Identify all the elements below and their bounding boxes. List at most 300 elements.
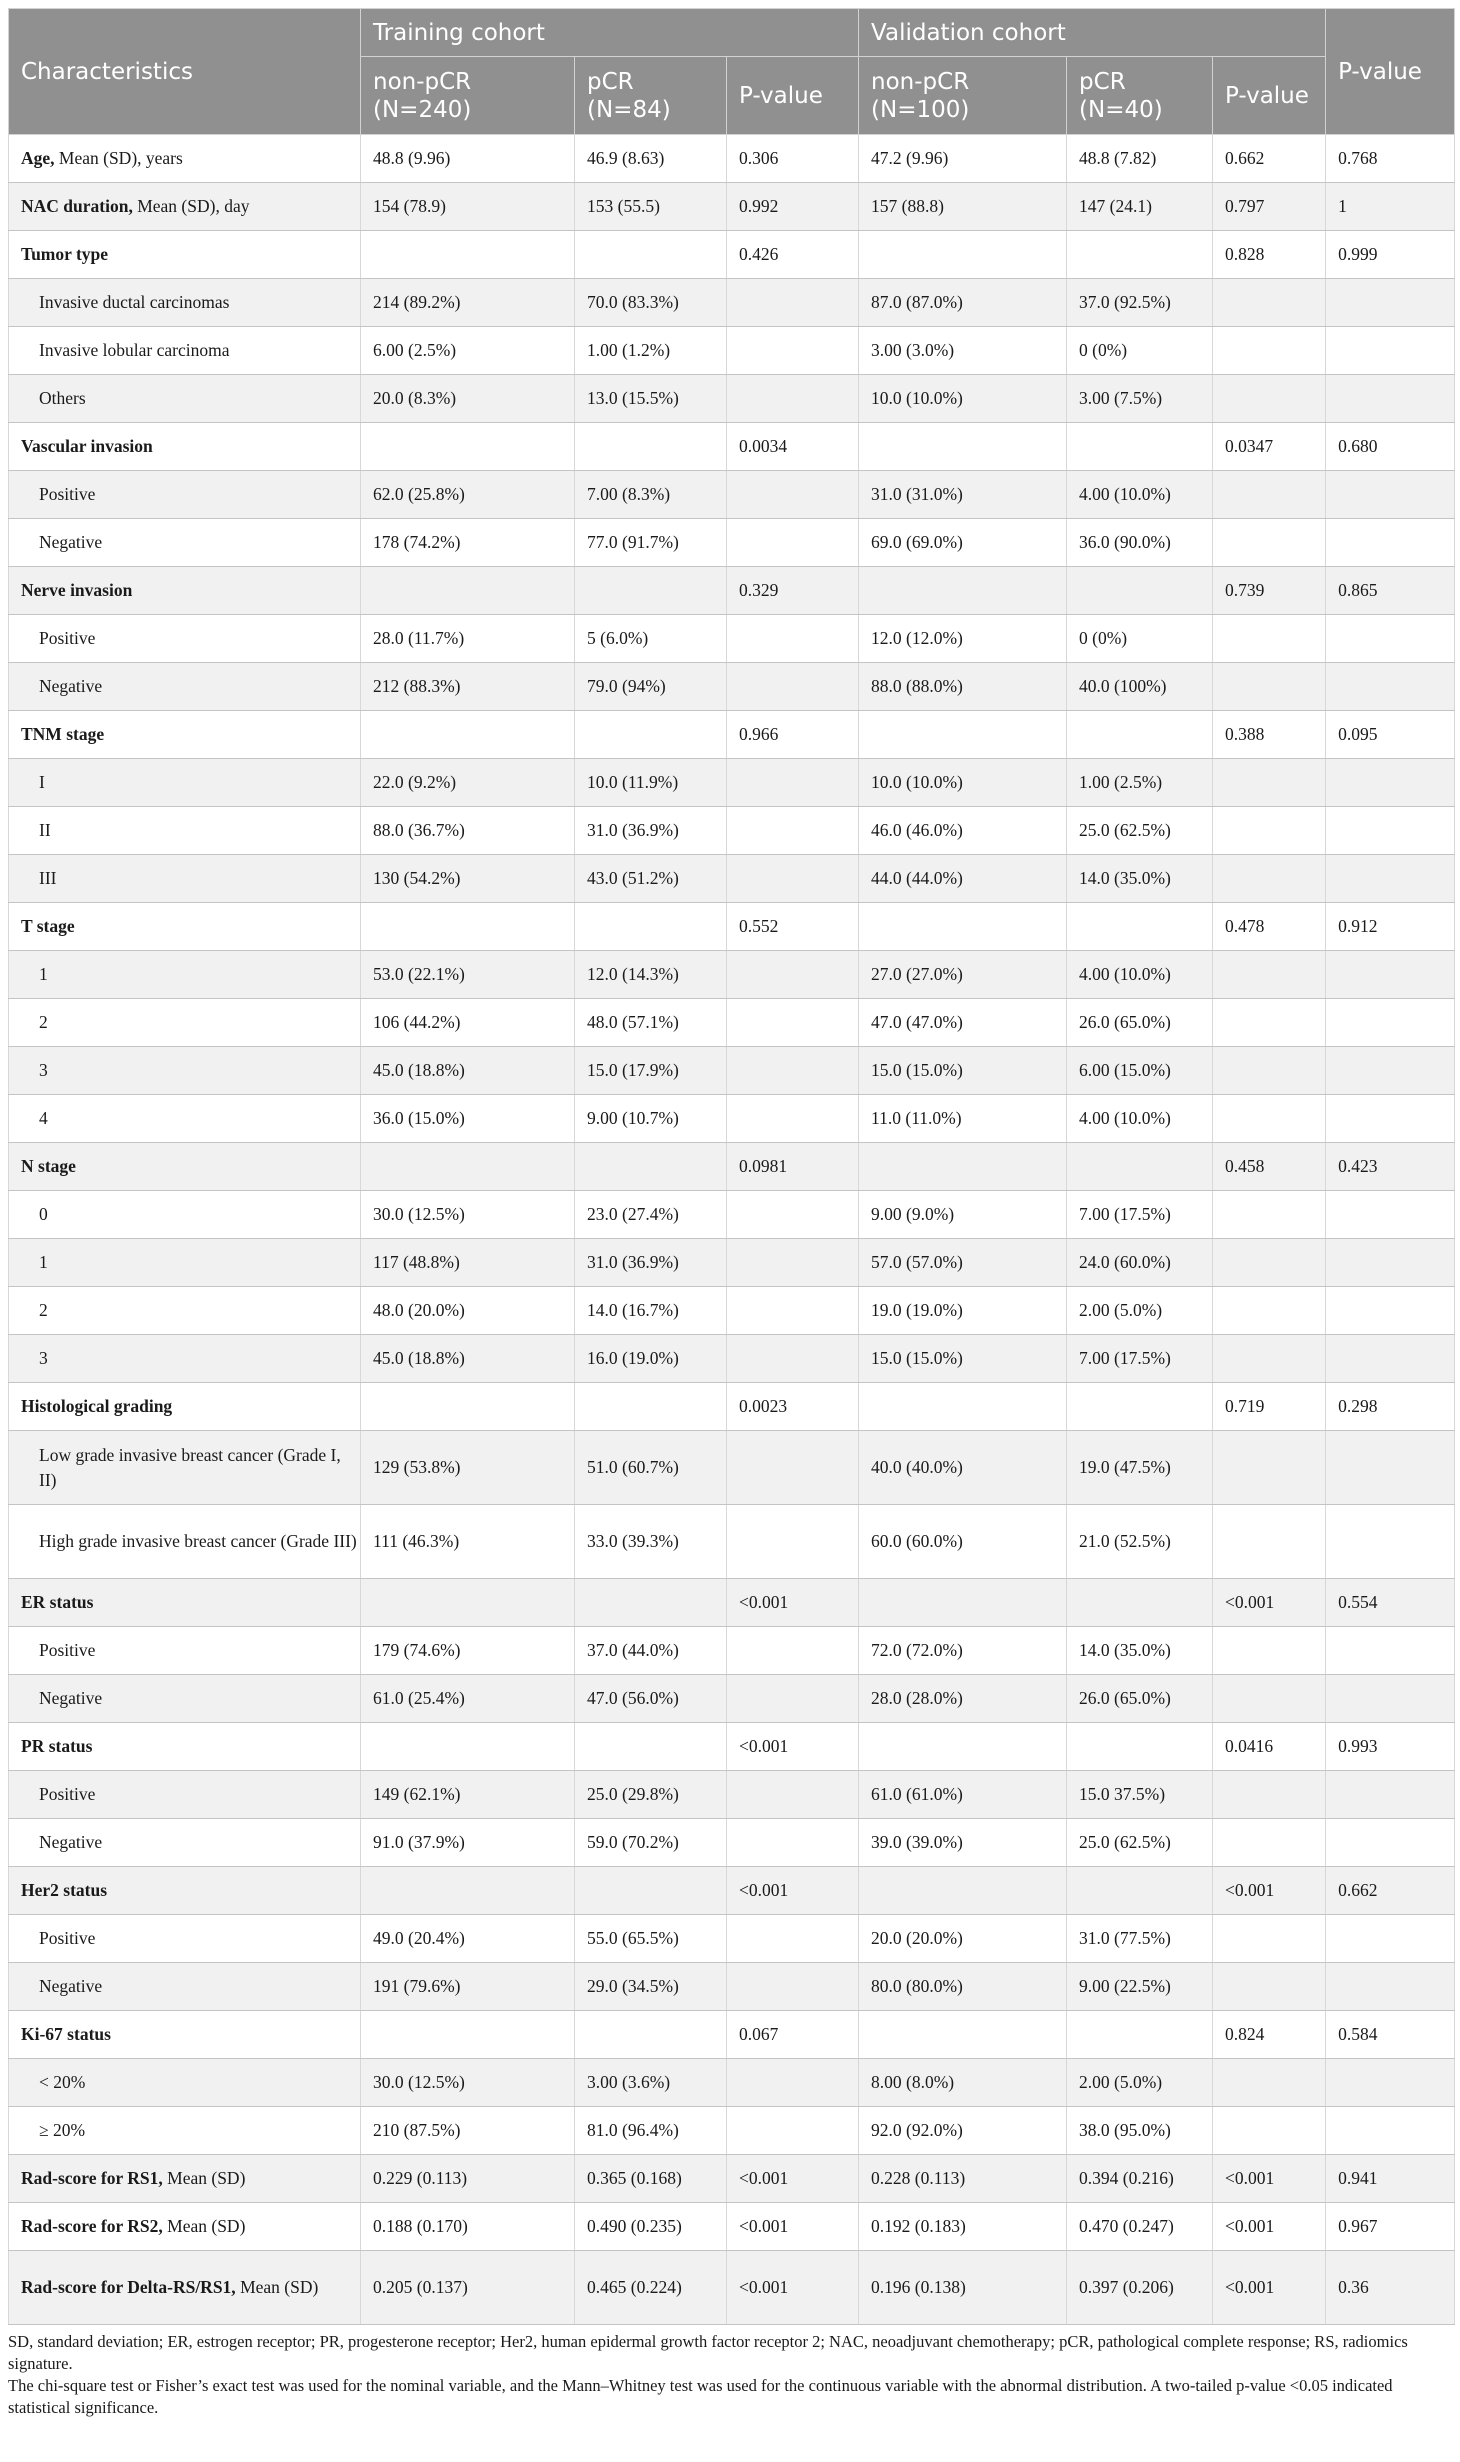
- cell-training-pvalue: [727, 1963, 859, 2011]
- row-label-text: Negative: [39, 1832, 103, 1852]
- cell-validation-pcr: 24.0 (60.0%): [1067, 1239, 1213, 1287]
- cell-validation-pcr: 26.0 (65.0%): [1067, 999, 1213, 1047]
- table-row: [9, 1579, 1455, 1627]
- cell-overall-pvalue: [1326, 1505, 1455, 1579]
- cell-training-pvalue: [727, 807, 859, 855]
- cell-training-pvalue: [727, 1239, 859, 1287]
- table-row: [9, 1627, 1455, 1675]
- cell-training-pcr: 15.0 (17.9%): [575, 1047, 727, 1095]
- cell-validation-nonpcr: 40.0 (40.0%): [859, 1431, 1067, 1505]
- cell-validation-nonpcr: 88.0 (88.0%): [859, 663, 1067, 711]
- row-label: [9, 1191, 361, 1239]
- cell-validation-pcr: [1067, 1383, 1213, 1431]
- cell-validation-nonpcr: 47.0 (47.0%): [859, 999, 1067, 1047]
- cell-validation-nonpcr: 31.0 (31.0%): [859, 471, 1067, 519]
- cell-validation-pvalue: [1213, 1239, 1326, 1287]
- row-label: [9, 1771, 361, 1819]
- cell-validation-pvalue: [1213, 1819, 1326, 1867]
- characteristics-table: [8, 8, 1455, 2325]
- cell-validation-nonpcr: 15.0 (15.0%): [859, 1335, 1067, 1383]
- cell-validation-nonpcr: [859, 2011, 1067, 2059]
- cell-training-pcr: 14.0 (16.7%): [575, 1287, 727, 1335]
- cell-validation-pvalue: [1213, 1675, 1326, 1723]
- table-row: [9, 1819, 1455, 1867]
- row-label: [9, 2155, 361, 2203]
- table-row: [9, 2107, 1455, 2155]
- row-label-text: Positive: [39, 1784, 96, 1804]
- row-label-text: < 20%: [39, 2072, 86, 2092]
- header-validation-nonpcr: non-pCR (N=100): [859, 57, 1067, 135]
- cell-overall-pvalue: [1326, 951, 1455, 999]
- row-label: [9, 1915, 361, 1963]
- row-label: [9, 375, 361, 423]
- cell-overall-pvalue: [1326, 855, 1455, 903]
- cell-validation-nonpcr: 0.196 (0.138): [859, 2251, 1067, 2325]
- cell-validation-pvalue: [1213, 615, 1326, 663]
- row-label: [9, 951, 361, 999]
- cell-training-pcr: [575, 903, 727, 951]
- cell-training-pvalue: [727, 327, 859, 375]
- cell-training-nonpcr: 129 (53.8%): [361, 1431, 575, 1505]
- cell-validation-pcr: [1067, 567, 1213, 615]
- row-label: [9, 279, 361, 327]
- cell-validation-nonpcr: 0.192 (0.183): [859, 2203, 1067, 2251]
- cell-validation-nonpcr: 20.0 (20.0%): [859, 1915, 1067, 1963]
- cell-training-pvalue: [727, 2059, 859, 2107]
- cell-overall-pvalue: 0.298: [1326, 1383, 1455, 1431]
- cell-training-nonpcr: 20.0 (8.3%): [361, 375, 575, 423]
- cell-validation-pvalue: [1213, 951, 1326, 999]
- cell-validation-nonpcr: 72.0 (72.0%): [859, 1627, 1067, 1675]
- cell-validation-pcr: [1067, 1723, 1213, 1771]
- cell-validation-pvalue: 0.662: [1213, 135, 1326, 183]
- cell-validation-pcr: 2.00 (5.0%): [1067, 2059, 1213, 2107]
- cell-training-pvalue: [727, 471, 859, 519]
- table-row: [9, 1867, 1455, 1915]
- table-row: [9, 663, 1455, 711]
- row-label: [9, 1723, 361, 1771]
- row-label-text: Positive: [39, 1928, 96, 1948]
- cell-overall-pvalue: 0.662: [1326, 1867, 1455, 1915]
- cell-validation-pcr: 7.00 (17.5%): [1067, 1335, 1213, 1383]
- cell-training-nonpcr: [361, 711, 575, 759]
- cell-training-pvalue: <0.001: [727, 1579, 859, 1627]
- cell-validation-nonpcr: 80.0 (80.0%): [859, 1963, 1067, 2011]
- cell-training-nonpcr: [361, 903, 575, 951]
- table-row: [9, 2059, 1455, 2107]
- header-validation-pcr: pCR (N=40): [1067, 57, 1213, 135]
- cell-training-pcr: 0.365 (0.168): [575, 2155, 727, 2203]
- cell-training-pvalue: 0.329: [727, 567, 859, 615]
- cell-validation-nonpcr: 28.0 (28.0%): [859, 1675, 1067, 1723]
- cell-training-pcr: 1.00 (1.2%): [575, 327, 727, 375]
- row-label-bold: Tumor type: [21, 244, 109, 264]
- table-row: [9, 855, 1455, 903]
- cell-validation-pvalue: 0.388: [1213, 711, 1326, 759]
- cell-training-nonpcr: [361, 1723, 575, 1771]
- cell-training-nonpcr: 117 (48.8%): [361, 1239, 575, 1287]
- footnote-abbreviations: SD, standard deviation; ER, estrogen receptor; PR, progesterone receptor; Her2, human epidermal growth factor receptor 2; NAC, neoadjuvant chemotherapy; pCR, pathological complete response; RS, radiomics signature.: [8, 2332, 1408, 2373]
- cell-validation-pvalue: [1213, 2059, 1326, 2107]
- row-label-text: Negative: [39, 676, 103, 696]
- cell-overall-pvalue: 0.095: [1326, 711, 1455, 759]
- row-label-rest: Mean (SD), day: [132, 196, 250, 216]
- row-label-rest: Mean (SD): [235, 2277, 319, 2297]
- row-label: [9, 711, 361, 759]
- footnote-statistics: The chi-square test or Fisher’s exact test was used for the nominal variable, and the Mann–Whitney test was used for the continuous variable with the abnormal distribution. A two-tailed p-value <0.05 indicated statistical significance.: [8, 2376, 1393, 2417]
- cell-validation-pvalue: [1213, 471, 1326, 519]
- cell-validation-pcr: 4.00 (10.0%): [1067, 471, 1213, 519]
- cell-validation-pvalue: [1213, 1335, 1326, 1383]
- row-label-bold: NAC duration,: [21, 196, 133, 216]
- cell-validation-pcr: 2.00 (5.0%): [1067, 1287, 1213, 1335]
- cell-overall-pvalue: [1326, 615, 1455, 663]
- cell-training-nonpcr: 210 (87.5%): [361, 2107, 575, 2155]
- cell-training-nonpcr: 45.0 (18.8%): [361, 1335, 575, 1383]
- cell-validation-nonpcr: 69.0 (69.0%): [859, 519, 1067, 567]
- row-label: [9, 423, 361, 471]
- cell-training-nonpcr: 88.0 (36.7%): [361, 807, 575, 855]
- row-label-text: 0: [39, 1204, 48, 1224]
- row-label-rest: Mean (SD): [162, 2216, 246, 2236]
- header-characteristics: Characteristics: [9, 9, 361, 135]
- cell-training-pcr: 153 (55.5): [575, 183, 727, 231]
- cell-validation-nonpcr: [859, 423, 1067, 471]
- cell-training-pcr: 31.0 (36.9%): [575, 1239, 727, 1287]
- cell-validation-nonpcr: [859, 1143, 1067, 1191]
- row-label-bold: Rad-score for RS2,: [21, 2216, 163, 2236]
- row-label: [9, 1143, 361, 1191]
- table-header: [9, 9, 1455, 135]
- row-label-text: II: [39, 820, 51, 840]
- cell-training-pvalue: 0.0023: [727, 1383, 859, 1431]
- cell-overall-pvalue: [1326, 1963, 1455, 2011]
- cell-training-pvalue: 0.426: [727, 231, 859, 279]
- cell-validation-nonpcr: 60.0 (60.0%): [859, 1505, 1067, 1579]
- table-row: [9, 471, 1455, 519]
- row-label: [9, 327, 361, 375]
- cell-validation-nonpcr: 0.228 (0.113): [859, 2155, 1067, 2203]
- cell-validation-pcr: [1067, 711, 1213, 759]
- cell-training-nonpcr: 179 (74.6%): [361, 1627, 575, 1675]
- cell-training-nonpcr: 53.0 (22.1%): [361, 951, 575, 999]
- cell-validation-pcr: 14.0 (35.0%): [1067, 855, 1213, 903]
- cell-training-nonpcr: 61.0 (25.4%): [361, 1675, 575, 1723]
- row-label-text: Negative: [39, 1688, 103, 1708]
- cell-training-nonpcr: 45.0 (18.8%): [361, 1047, 575, 1095]
- cell-validation-nonpcr: 44.0 (44.0%): [859, 855, 1067, 903]
- cell-validation-pcr: 48.8 (7.82): [1067, 135, 1213, 183]
- cell-validation-pvalue: 0.828: [1213, 231, 1326, 279]
- table-row: [9, 903, 1455, 951]
- cell-validation-pcr: [1067, 231, 1213, 279]
- cell-overall-pvalue: [1326, 471, 1455, 519]
- cell-validation-nonpcr: 10.0 (10.0%): [859, 375, 1067, 423]
- cell-validation-pvalue: <0.001: [1213, 1579, 1326, 1627]
- table-row: [9, 2011, 1455, 2059]
- table-row: [9, 2155, 1455, 2203]
- cell-training-pvalue: 0.306: [727, 135, 859, 183]
- cell-training-nonpcr: 91.0 (37.9%): [361, 1819, 575, 1867]
- cell-training-nonpcr: 178 (74.2%): [361, 519, 575, 567]
- row-label: [9, 1819, 361, 1867]
- cell-training-pcr: 79.0 (94%): [575, 663, 727, 711]
- row-label-text: 3: [39, 1060, 48, 1080]
- cell-validation-pcr: [1067, 1579, 1213, 1627]
- cell-validation-pcr: 0.470 (0.247): [1067, 2203, 1213, 2251]
- cell-training-nonpcr: [361, 567, 575, 615]
- row-label: [9, 1335, 361, 1383]
- cell-validation-pvalue: [1213, 1191, 1326, 1239]
- cell-overall-pvalue: 0.680: [1326, 423, 1455, 471]
- cell-validation-pcr: 147 (24.1): [1067, 183, 1213, 231]
- cell-training-pcr: 13.0 (15.5%): [575, 375, 727, 423]
- cell-validation-pvalue: 0.0416: [1213, 1723, 1326, 1771]
- cell-validation-nonpcr: 46.0 (46.0%): [859, 807, 1067, 855]
- row-label-bold: Ki-67 status: [21, 2024, 111, 2044]
- cell-training-pcr: 48.0 (57.1%): [575, 999, 727, 1047]
- row-label-bold: PR status: [21, 1736, 93, 1756]
- cell-validation-pcr: 0 (0%): [1067, 327, 1213, 375]
- cell-training-pvalue: [727, 375, 859, 423]
- cell-validation-pvalue: [1213, 1505, 1326, 1579]
- cell-validation-pvalue: 0.824: [1213, 2011, 1326, 2059]
- cell-training-pcr: 55.0 (65.5%): [575, 1915, 727, 1963]
- table-row: [9, 279, 1455, 327]
- table-row: [9, 1095, 1455, 1143]
- cell-validation-nonpcr: 92.0 (92.0%): [859, 2107, 1067, 2155]
- cell-training-nonpcr: 149 (62.1%): [361, 1771, 575, 1819]
- cell-training-pcr: 29.0 (34.5%): [575, 1963, 727, 2011]
- cell-training-pcr: [575, 1383, 727, 1431]
- cell-validation-pcr: 31.0 (77.5%): [1067, 1915, 1213, 1963]
- cell-training-nonpcr: 212 (88.3%): [361, 663, 575, 711]
- cell-validation-pcr: 4.00 (10.0%): [1067, 951, 1213, 999]
- cell-training-nonpcr: 30.0 (12.5%): [361, 2059, 575, 2107]
- header-training-nonpcr: non-pCR (N=240): [361, 57, 575, 135]
- row-label: [9, 1963, 361, 2011]
- cell-training-pcr: 43.0 (51.2%): [575, 855, 727, 903]
- row-label-bold: TNM stage: [21, 724, 105, 744]
- cell-training-pcr: 16.0 (19.0%): [575, 1335, 727, 1383]
- cell-training-pvalue: [727, 1915, 859, 1963]
- table-row: [9, 1723, 1455, 1771]
- cell-training-nonpcr: 0.229 (0.113): [361, 2155, 575, 2203]
- cell-validation-pvalue: [1213, 1627, 1326, 1675]
- cell-training-pcr: 12.0 (14.3%): [575, 951, 727, 999]
- row-label-rest: Mean (SD): [162, 2168, 246, 2188]
- table-container: [8, 8, 1454, 2419]
- cell-training-pcr: 81.0 (96.4%): [575, 2107, 727, 2155]
- header-overall-pvalue: P-value: [1326, 9, 1455, 135]
- cell-validation-pcr: 14.0 (35.0%): [1067, 1627, 1213, 1675]
- cell-validation-nonpcr: 3.00 (3.0%): [859, 327, 1067, 375]
- row-label-text: III: [39, 868, 57, 888]
- cell-training-pcr: 7.00 (8.3%): [575, 471, 727, 519]
- cell-validation-pvalue: [1213, 855, 1326, 903]
- cell-training-nonpcr: 48.0 (20.0%): [361, 1287, 575, 1335]
- cell-validation-nonpcr: [859, 903, 1067, 951]
- cell-overall-pvalue: 0.967: [1326, 2203, 1455, 2251]
- cell-training-nonpcr: 36.0 (15.0%): [361, 1095, 575, 1143]
- table-row: [9, 231, 1455, 279]
- row-label: [9, 615, 361, 663]
- cell-training-nonpcr: 30.0 (12.5%): [361, 1191, 575, 1239]
- row-label-bold: Histological grading: [21, 1396, 173, 1416]
- cell-validation-pvalue: 0.719: [1213, 1383, 1326, 1431]
- cell-training-pcr: [575, 1579, 727, 1627]
- cell-training-pvalue: [727, 1771, 859, 1819]
- cell-overall-pvalue: 0.554: [1326, 1579, 1455, 1627]
- cell-validation-pcr: 25.0 (62.5%): [1067, 807, 1213, 855]
- row-label: [9, 183, 361, 231]
- cell-training-pcr: [575, 231, 727, 279]
- header-training-pvalue: P-value: [727, 57, 859, 135]
- cell-overall-pvalue: [1326, 807, 1455, 855]
- table-row: [9, 1963, 1455, 2011]
- table-row: [9, 183, 1455, 231]
- table-row: [9, 1239, 1455, 1287]
- row-label-text: I: [39, 772, 45, 792]
- cell-validation-pcr: 26.0 (65.0%): [1067, 1675, 1213, 1723]
- cell-training-pvalue: [727, 1675, 859, 1723]
- cell-training-nonpcr: 48.8 (9.96): [361, 135, 575, 183]
- cell-overall-pvalue: [1326, 759, 1455, 807]
- row-label-text: Low grade invasive breast cancer (Grade I, II): [39, 1444, 341, 1490]
- cell-overall-pvalue: [1326, 1915, 1455, 1963]
- row-label-text: Negative: [39, 1976, 103, 1996]
- cell-validation-nonpcr: 9.00 (9.0%): [859, 1191, 1067, 1239]
- row-label-bold: Rad-score for RS1,: [21, 2168, 163, 2188]
- row-label: [9, 519, 361, 567]
- cell-training-nonpcr: 0.188 (0.170): [361, 2203, 575, 2251]
- cell-validation-pcr: [1067, 903, 1213, 951]
- cell-training-pvalue: <0.001: [727, 1867, 859, 1915]
- cell-validation-nonpcr: 19.0 (19.0%): [859, 1287, 1067, 1335]
- cell-training-pcr: [575, 2011, 727, 2059]
- cell-validation-pvalue: 0.739: [1213, 567, 1326, 615]
- cell-validation-nonpcr: 47.2 (9.96): [859, 135, 1067, 183]
- cell-validation-nonpcr: 10.0 (10.0%): [859, 759, 1067, 807]
- cell-training-pcr: 37.0 (44.0%): [575, 1627, 727, 1675]
- cell-overall-pvalue: 0.584: [1326, 2011, 1455, 2059]
- cell-validation-pvalue: 0.458: [1213, 1143, 1326, 1191]
- cell-training-pvalue: [727, 1287, 859, 1335]
- cell-training-nonpcr: 191 (79.6%): [361, 1963, 575, 2011]
- cell-training-nonpcr: 214 (89.2%): [361, 279, 575, 327]
- cell-validation-pvalue: 0.478: [1213, 903, 1326, 951]
- cell-training-nonpcr: 62.0 (25.8%): [361, 471, 575, 519]
- cell-training-nonpcr: 49.0 (20.4%): [361, 1915, 575, 1963]
- cell-validation-pvalue: [1213, 1963, 1326, 2011]
- table-row: [9, 1915, 1455, 1963]
- cell-overall-pvalue: 0.36: [1326, 2251, 1455, 2325]
- row-label-text: ≥ 20%: [39, 2120, 86, 2140]
- row-label-text: 3: [39, 1348, 48, 1368]
- row-label-bold: N stage: [21, 1156, 76, 1176]
- cell-training-pvalue: [727, 519, 859, 567]
- cell-training-pcr: 77.0 (91.7%): [575, 519, 727, 567]
- cell-validation-pcr: 0.397 (0.206): [1067, 2251, 1213, 2325]
- cell-training-pvalue: 0.0981: [727, 1143, 859, 1191]
- row-label: [9, 2059, 361, 2107]
- row-label: [9, 1047, 361, 1095]
- cell-training-pvalue: [727, 279, 859, 327]
- cell-training-pvalue: 0.552: [727, 903, 859, 951]
- row-label: [9, 903, 361, 951]
- cell-overall-pvalue: 0.912: [1326, 903, 1455, 951]
- table-row: [9, 711, 1455, 759]
- cell-training-pvalue: [727, 759, 859, 807]
- cell-validation-nonpcr: 39.0 (39.0%): [859, 1819, 1067, 1867]
- table-row: [9, 2251, 1455, 2325]
- table-row: [9, 1771, 1455, 1819]
- row-label: [9, 807, 361, 855]
- cell-validation-nonpcr: [859, 1383, 1067, 1431]
- cell-validation-nonpcr: 27.0 (27.0%): [859, 951, 1067, 999]
- cell-training-nonpcr: [361, 423, 575, 471]
- cell-validation-pcr: 15.0 37.5%): [1067, 1771, 1213, 1819]
- cell-overall-pvalue: 0.999: [1326, 231, 1455, 279]
- row-label-bold: Nerve invasion: [21, 580, 133, 600]
- cell-validation-pcr: 37.0 (92.5%): [1067, 279, 1213, 327]
- row-label-bold: T stage: [21, 916, 75, 936]
- row-label: [9, 1095, 361, 1143]
- cell-overall-pvalue: 0.423: [1326, 1143, 1455, 1191]
- row-label: [9, 1675, 361, 1723]
- cell-validation-pvalue: <0.001: [1213, 1867, 1326, 1915]
- cell-validation-pcr: 25.0 (62.5%): [1067, 1819, 1213, 1867]
- row-label-text: 2: [39, 1300, 48, 1320]
- cell-training-pvalue: <0.001: [727, 2251, 859, 2325]
- cell-training-pcr: 70.0 (83.3%): [575, 279, 727, 327]
- cell-validation-pvalue: [1213, 1431, 1326, 1505]
- table-row: [9, 375, 1455, 423]
- cell-validation-pvalue: <0.001: [1213, 2155, 1326, 2203]
- cell-training-pvalue: <0.001: [727, 1723, 859, 1771]
- cell-training-nonpcr: 0.205 (0.137): [361, 2251, 575, 2325]
- table-row: [9, 1383, 1455, 1431]
- cell-training-pcr: 51.0 (60.7%): [575, 1431, 727, 1505]
- cell-validation-pvalue: [1213, 1095, 1326, 1143]
- row-label-bold: Rad-score for Delta-RS/RS1,: [21, 2277, 236, 2297]
- cell-validation-pvalue: [1213, 519, 1326, 567]
- cell-overall-pvalue: [1326, 2059, 1455, 2107]
- table-row: [9, 567, 1455, 615]
- table-row: [9, 1431, 1455, 1505]
- cell-training-nonpcr: 6.00 (2.5%): [361, 327, 575, 375]
- cell-validation-pvalue: [1213, 807, 1326, 855]
- cell-training-pcr: 0.465 (0.224): [575, 2251, 727, 2325]
- cell-training-pvalue: [727, 1095, 859, 1143]
- table-row: [9, 519, 1455, 567]
- header-training-cohort: Training cohort: [361, 9, 859, 57]
- cell-training-pvalue: [727, 1047, 859, 1095]
- table-row: [9, 999, 1455, 1047]
- cell-validation-pcr: 40.0 (100%): [1067, 663, 1213, 711]
- cell-validation-pcr: [1067, 423, 1213, 471]
- cell-overall-pvalue: [1326, 375, 1455, 423]
- cell-overall-pvalue: [1326, 1675, 1455, 1723]
- table-row: [9, 1675, 1455, 1723]
- table-row: [9, 1143, 1455, 1191]
- cell-training-nonpcr: [361, 1383, 575, 1431]
- cell-training-pcr: 23.0 (27.4%): [575, 1191, 727, 1239]
- cell-training-pcr: [575, 567, 727, 615]
- row-label: [9, 2107, 361, 2155]
- cell-validation-nonpcr: 8.00 (8.0%): [859, 2059, 1067, 2107]
- cell-training-pvalue: [727, 663, 859, 711]
